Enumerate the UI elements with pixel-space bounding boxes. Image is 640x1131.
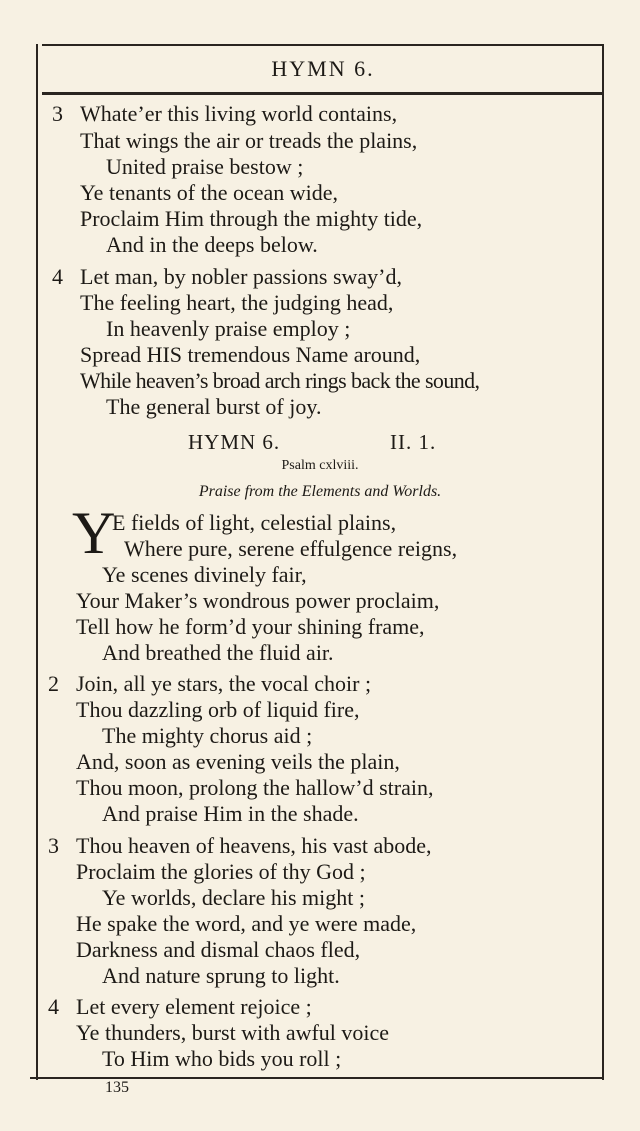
verse-line: And breathed the fluid air. [102, 640, 334, 665]
running-header [42, 44, 604, 95]
verse-line: Where pure, serene effulgence reigns, [124, 536, 458, 561]
verse-line: E fields of light, celestial plains, [112, 510, 397, 535]
verse-line: Whate’er this living world contains, [80, 101, 398, 126]
verse-line: Thou dazzling orb of liquid fire, [76, 697, 360, 722]
verse-line: While heaven’s broad arch rings back the sound, [80, 368, 480, 393]
verse-line: Tell how he form’d your shining frame, [76, 614, 425, 639]
verse-line: Join, all ye stars, the vocal choir ; [76, 671, 372, 696]
frame-left-rule [36, 44, 38, 1080]
verse-line: He spake the word, and ye were made, [76, 911, 417, 936]
hymn-title: HYMN 6. [188, 430, 281, 454]
psalm-reference: Psalm cxlviii. [281, 458, 359, 473]
verse-line: And praise Him in the shade. [102, 801, 359, 826]
verse-number: 3 [48, 833, 59, 858]
verse-line: Ye scenes divinely fair, [102, 562, 307, 587]
page-title: HYMN 6. [271, 56, 375, 81]
verse-line: Your Maker’s wondrous power proclaim, [76, 588, 440, 613]
verse-line: United praise bestow ; [106, 154, 304, 179]
page-number: 135 [105, 1079, 129, 1096]
verse-line: In heavenly praise employ ; [106, 316, 351, 341]
verse-line: Let man, by nobler passions sway’d, [80, 264, 402, 289]
verse-line: Ye thunders, burst with awful voice [76, 1020, 390, 1045]
drop-cap: Y [72, 500, 116, 566]
verse-number: 2 [48, 671, 59, 696]
verse-line: The general burst of joy. [106, 394, 322, 419]
verse-line: And in the deeps below. [106, 232, 318, 257]
verse-line: Thou heaven of heavens, his vast abode, [76, 833, 432, 858]
verse-line: That wings the air or treads the plains, [80, 128, 418, 153]
verse-line: Thou moon, prolong the hallow’d strain, [76, 775, 434, 800]
verse-line: To Him who bids you roll ; [102, 1046, 342, 1071]
verse-line: Ye tenants of the ocean wide, [80, 180, 339, 205]
hymn-meter: II. 1. [390, 430, 437, 454]
verse-line: Ye worlds, declare his might ; [102, 885, 365, 910]
hymn-subtitle: Praise from the Elements and Worlds. [198, 483, 442, 500]
verse-line: The feeling heart, the judging head, [80, 290, 394, 315]
verse-line: Spread HIS tremendous Name around, [80, 342, 421, 367]
verse-line: Darkness and dismal chaos fled, [76, 937, 361, 962]
verse-line: Proclaim Him through the mighty tide, [80, 206, 423, 231]
verse-line: Let every element rejoice ; [76, 994, 312, 1019]
verse-line: The mighty chorus aid ; [102, 723, 313, 748]
verse-line: Proclaim the glories of thy God ; [76, 859, 366, 884]
verse-number: 4 [52, 264, 63, 289]
verse-number: 3 [52, 101, 63, 126]
verse-number: 4 [48, 994, 59, 1019]
frame-right-rule [602, 44, 604, 1080]
verse-line: And, soon as evening veils the plain, [76, 749, 400, 774]
verse-line: And nature sprung to light. [102, 963, 340, 988]
